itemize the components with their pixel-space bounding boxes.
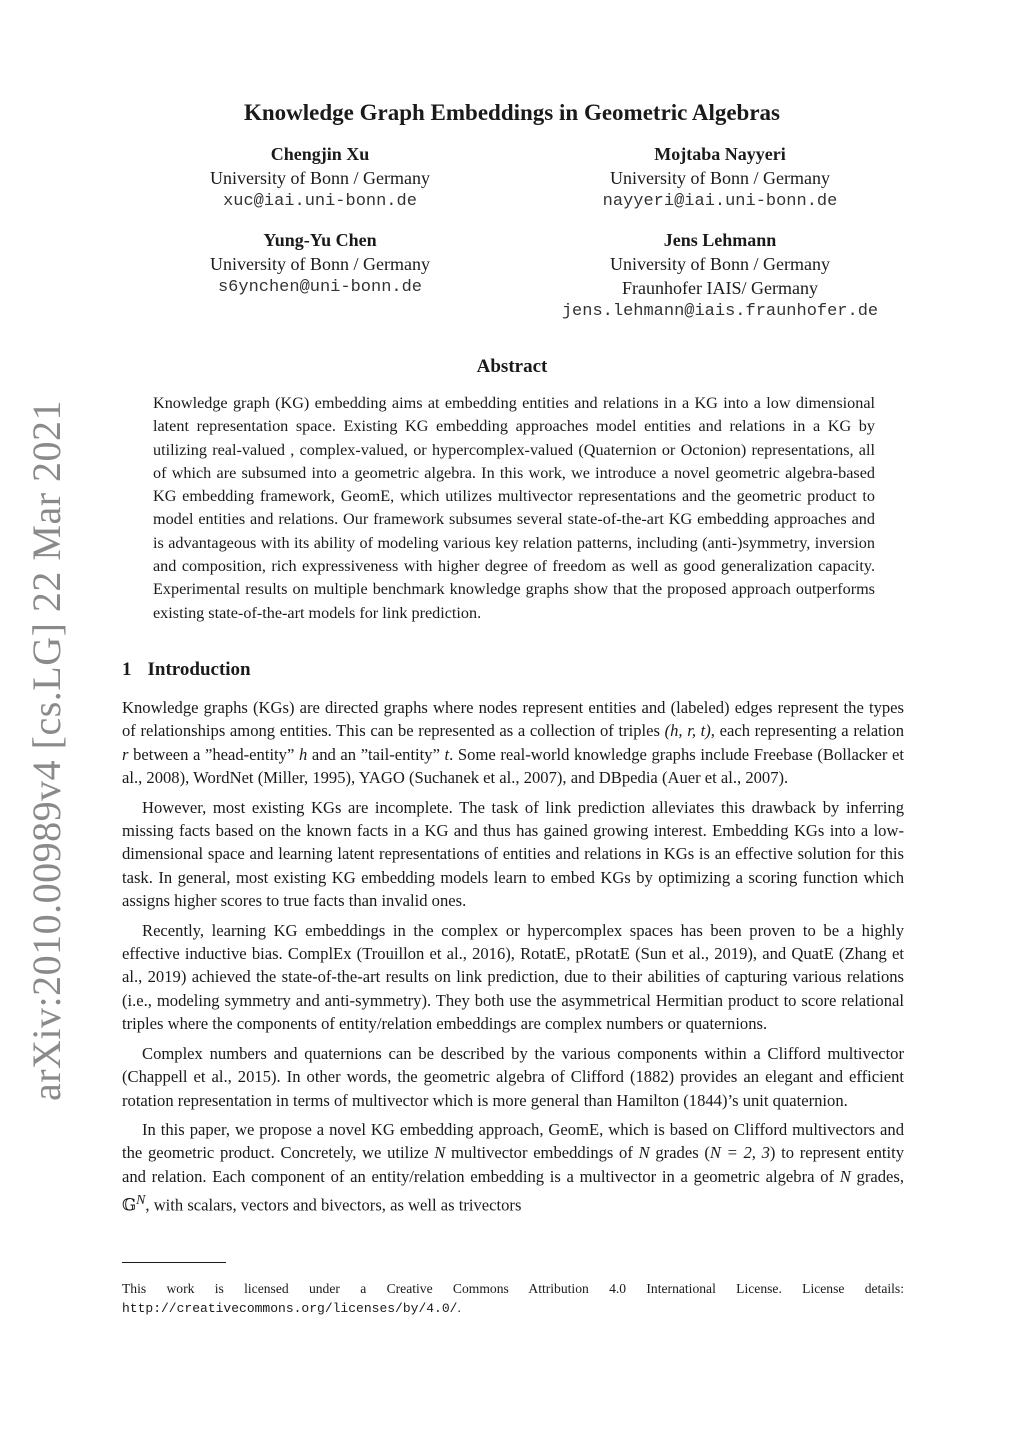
math-symbol: 𝔾	[122, 1195, 137, 1215]
author-affiliation: University of Bonn / Germany	[210, 254, 430, 274]
text-run: ) to represent entity and relation. Each component of an entity/relation embedding is a multivector in a geometric algebra of	[122, 1143, 905, 1186]
math-superscript: N	[136, 1192, 146, 1208]
text-run: grades,	[850, 1166, 905, 1186]
footnote-divider	[122, 1262, 226, 1263]
author-email: jens.lehmann@iais.fraunhofer.de	[561, 302, 879, 321]
text-run: and an ”tail-entity”	[307, 744, 445, 764]
author-card	[540, 228, 900, 324]
author-name: Jens Lehmann	[663, 230, 777, 250]
text-run: Knowledge graphs (KGs) are directed graphs where nodes represent entities and (labeled) edges represent the types of relationships among entities. This can be represented as a collection of triples	[122, 698, 904, 741]
intro-paragraph: However, most existing KGs are incomplete. The task of link prediction alleviates this drawback by inferring missing facts based on the known facts in a KG and thus has gained growing interest. Embedding KGs into a low-dimensional space and learning latent representations of entities and relations in KGs is an effective solution for this task. In general, most existing KG embedding models learn to embed KGs by optimizing a scoring function which assigns higher scores to true facts than invalid ones.	[122, 797, 904, 911]
intro-paragraph: Complex numbers and quaternions can be described by the various components within a Clifford multivector (Chappell et al., 2015). In other words, the geometric algebra of Clifford (1882) provides an elegant and efficient rotation representation in terms of multivector which is more general than Hamilton (1844)’s unit quaternion.	[122, 1043, 904, 1110]
math-symbol: N	[839, 1166, 851, 1186]
math-symbol: N	[434, 1143, 446, 1163]
author-row	[140, 228, 900, 324]
author-name: Chengjin Xu	[270, 144, 370, 164]
author-email: nayyeri@iai.uni-bonn.de	[602, 192, 838, 211]
footnote-end: .	[457, 1300, 461, 1315]
author-card	[140, 228, 500, 324]
author-name: Yung-Yu Chen	[263, 230, 377, 250]
author-email: s6ynchen@uni-bonn.de	[217, 278, 423, 297]
section-title: Introduction	[147, 659, 251, 680]
footnote-text: This work is licensed under a Creative Commons Attribution 4.0 International License. License details:	[122, 1281, 904, 1296]
text-run: , each representing a relation	[710, 721, 904, 741]
author-email: xuc@iai.uni-bonn.de	[223, 192, 417, 211]
text-run: multivector embeddings of	[445, 1143, 639, 1163]
abstract-heading: Abstract	[476, 356, 548, 377]
paper-title: Knowledge Graph Embeddings in Geometric Algebras	[243, 100, 781, 125]
text-run: between a ”head-entity”	[128, 744, 299, 764]
author-affiliation: University of Bonn / Germany	[210, 168, 430, 188]
license-footnote	[122, 1279, 904, 1318]
author-card	[540, 142, 900, 214]
text-run: In this paper, we propose a novel KG embedding approach, GeomE, which is based on Clifford multivectors and the geometric product. Concretely, we utilize	[122, 1119, 904, 1163]
license-link[interactable]: http://creativecommons.org/licenses/by/4.0/	[122, 1301, 458, 1316]
text-run: grades (	[649, 1143, 710, 1163]
section-number: 1	[122, 659, 132, 680]
author-card	[140, 142, 500, 214]
math-symbol: h	[298, 744, 308, 764]
math-symbol: r	[122, 744, 129, 764]
math-equation: N = 2, 3	[709, 1143, 770, 1163]
intro-paragraph	[122, 696, 904, 790]
abstract-text: Knowledge graph (KG) embedding aims at embedding entities and relations in a KG into a low dimensional latent representation space. Existing KG embedding approaches model entities and relations in a KG by utilizing real-valued , complex-valued, or hypercomplex-valued (Quaternion or Octonion) representations, all of which are subsumed into a geometric algebra. In this work, we introduce a novel geometric algebra-based KG embedding framework, GeomE, which utilizes multivector representations and the geometric product to model entities and relations. Our framework subsumes several state-of-the-art KG embedding approaches and is advantageous with its ability of modeling various key relation patterns, including (anti-)symmetry, inversion and composition, rich expressiveness with higher degree of freedom as well as good generalization capacity. Experimental results on multiple benchmark knowledge graphs show that the proposed approach outperforms existing state-of-the-art models for link prediction.	[153, 394, 875, 622]
math-symbol: N	[638, 1143, 650, 1163]
math-symbol: t	[444, 744, 450, 764]
author-affiliation-secondary: Fraunhofer IAIS/ Germany	[622, 278, 818, 298]
text-run: , with scalars, vectors and bivectors, as well as trivectors	[145, 1195, 522, 1215]
arxiv-id-text: arXiv:2010.00989v4 [cs.LG] 22 Mar 2021	[24, 399, 70, 1101]
math-triple: (h, r, t)	[664, 721, 711, 741]
arxiv-identifier-stamp	[16, 399, 78, 1101]
intro-paragraph	[122, 1118, 904, 1217]
author-affiliation: University of Bonn / Germany	[610, 254, 830, 274]
author-row	[140, 142, 900, 214]
intro-paragraph: Recently, learning KG embeddings in the complex or hypercomplex spaces has been proven to be a highly effective inductive bias. ComplEx (Trouillon et al., 2016), RotatE, pRotatE (Sun et al., 2019), and QuatE (Zhang et al., 2019) achieved the state-of-the-art results on link prediction, due to their abilities of capturing various relations (i.e., modeling symmetry and anti-symmetry). They both use the asymmetrical Hermitian product to score relational triples where the components of entity/relation embeddings are complex numbers or quaternions.	[122, 920, 904, 1034]
author-block	[140, 142, 900, 338]
introduction-body	[122, 696, 904, 1223]
text-run: . Some real-world knowledge graphs include Freebase (Bollacker et al., 2008), WordNet (Miller, 1995), YAGO (Suchanek et al., 2007), and DBpedia (Auer et al., 2007).	[122, 744, 904, 788]
section-heading	[122, 659, 251, 681]
author-affiliation: University of Bonn / Germany	[610, 168, 830, 188]
author-name: Mojtaba Nayyeri	[654, 144, 786, 164]
